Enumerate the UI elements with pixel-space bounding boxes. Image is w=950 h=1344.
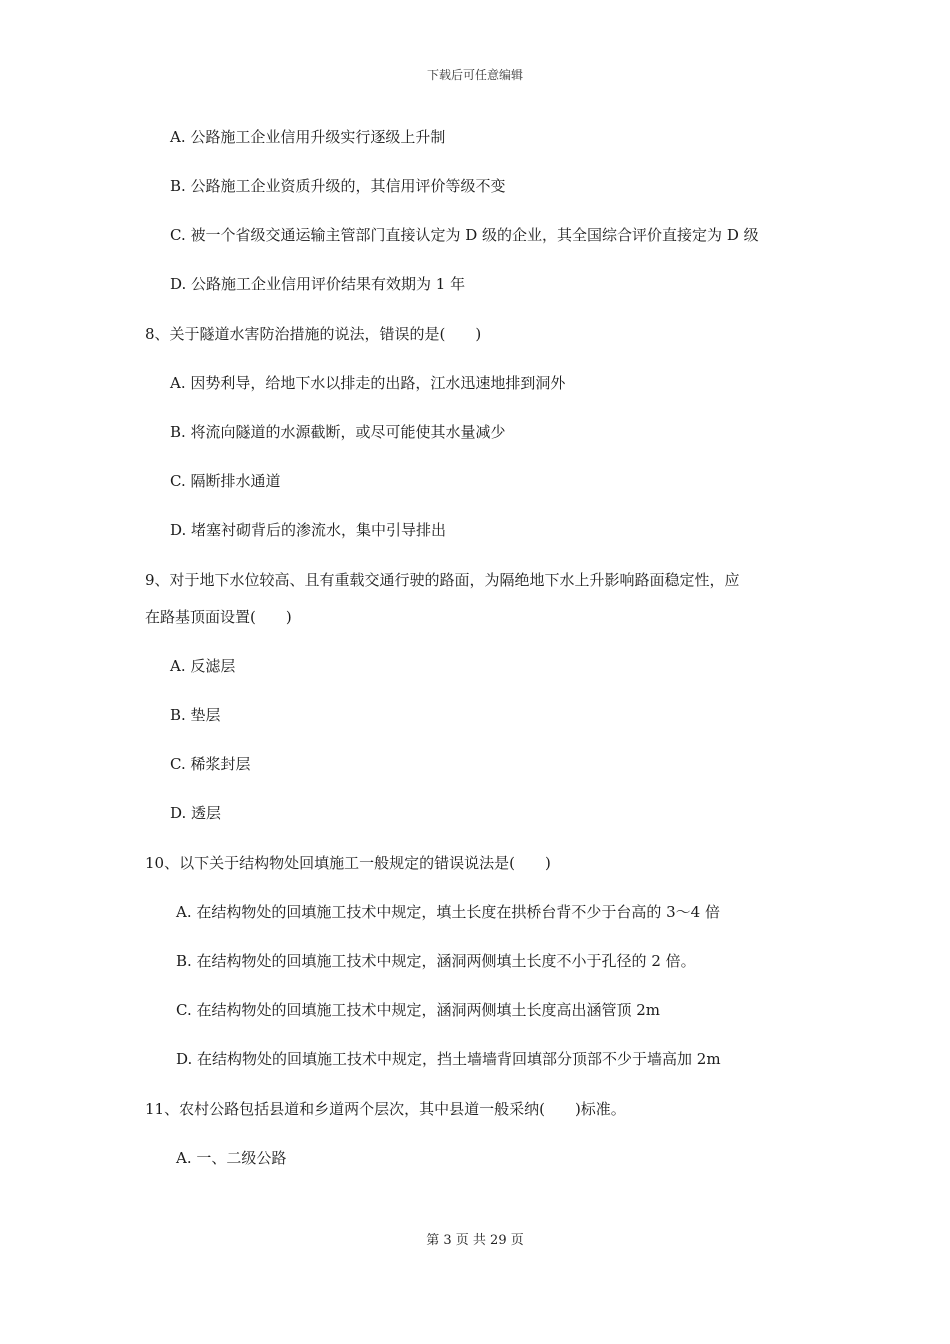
option-9d: D. 透层 [170, 804, 222, 822]
option-8a: A. 因势利导，给地下水以排走的出路，江水迅速地排到洞外 [170, 374, 566, 392]
question-9-line1: 9、对于地下水位较高、且有重载交通行驶的路面，为隔绝地下水上升影响路面稳定性，应 [145, 571, 740, 589]
option-7d: D. 公路施工企业信用评价结果有效期为 1 年 [170, 275, 466, 293]
option-8b: B. 将流向隧道的水源截断，或尽可能使其水量减少 [170, 423, 506, 441]
option-10d: D. 在结构物处的回填施工技术中规定，挡土墙墙背回填部分顶部不少于墙高加 2m [176, 1050, 721, 1068]
option-8c: C. 隔断排水通道 [170, 472, 281, 490]
question-10: 10、以下关于结构物处回填施工一般规定的错误说法是( ) [145, 854, 551, 872]
option-8d: D. 堵塞衬砌背后的渗流水，集中引导排出 [170, 521, 447, 539]
option-7c: C. 被一个省级交通运输主管部门直接认定为 D 级的企业，其全国综合评价直接定为 D 级 [170, 226, 759, 244]
option-7a: A. 公路施工企业信用升级实行逐级上升制 [170, 128, 446, 146]
option-9c: C. 稀浆封层 [170, 755, 251, 773]
option-9b: B. 垫层 [170, 706, 221, 724]
question-9-line2: 在路基顶面设置( ) [145, 608, 292, 626]
option-7b: B. 公路施工企业资质升级的，其信用评价等级不变 [170, 177, 506, 195]
page-header: 下载后可任意编辑 [426, 68, 523, 82]
page-footer: 第 3 页 共 29 页 [426, 1233, 524, 1248]
option-10b: B. 在结构物处的回填施工技术中规定，涵洞两侧填土长度不小于孔径的 2 倍。 [176, 952, 696, 970]
option-10a: A. 在结构物处的回填施工技术中规定，填土长度在拱桥台背不少于台高的 3～4 倍 [176, 903, 720, 921]
option-11a: A. 一、二级公路 [176, 1149, 287, 1167]
question-11: 11、农村公路包括县道和乡道两个层次，其中县道一般采纳( )标准。 [145, 1100, 626, 1118]
option-9a: A. 反滤层 [170, 657, 236, 675]
option-10c: C. 在结构物处的回填施工技术中规定，涵洞两侧填土长度高出涵管顶 2m [176, 1001, 661, 1019]
question-8: 8、关于隧道水害防治措施的说法，错误的是( ) [145, 325, 482, 343]
